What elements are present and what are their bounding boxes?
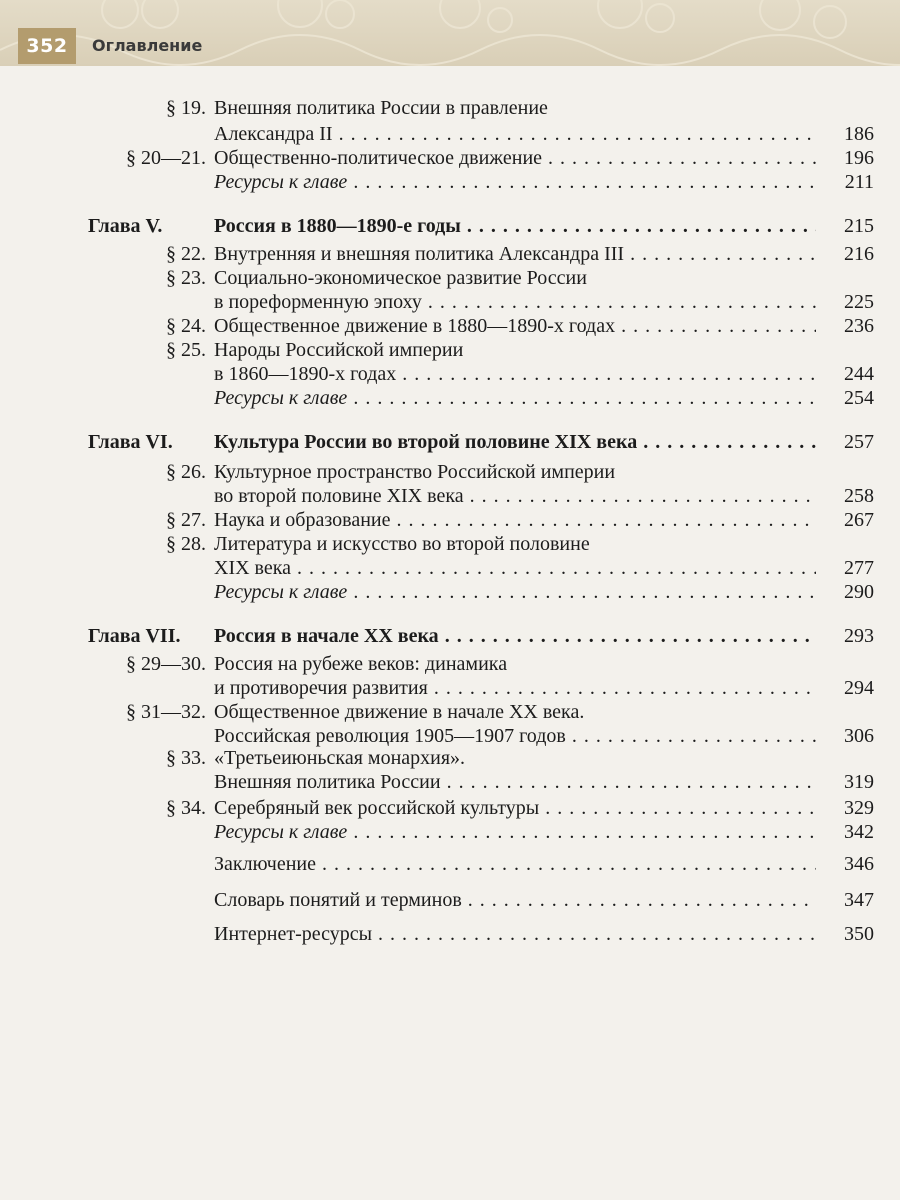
page-ref: 258 — [844, 485, 874, 507]
page-ref: 196 — [844, 147, 874, 169]
toc-entry-p19-line2 — [0, 122, 900, 146]
page-ref: 346 — [844, 853, 874, 875]
toc-entry-p22 — [0, 242, 900, 266]
toc-entry-p31-32-line2 — [0, 724, 900, 748]
entry-title: Народы Российской империи — [214, 339, 464, 361]
section-number: § 23. — [166, 267, 206, 289]
chapter-number: Глава V. — [88, 215, 163, 237]
entry-title: XIX века . . . — [214, 556, 816, 580]
entry-title: Ресурсы к главе — [214, 171, 348, 193]
toc-entry-p20-21 — [0, 146, 900, 170]
section-number: § 31—32. — [126, 701, 206, 723]
toc-entry-resources — [0, 170, 900, 194]
page-ref: 277 — [844, 557, 874, 579]
page-ref: 254 — [844, 387, 874, 409]
toc-entry-p19 — [0, 96, 900, 120]
toc-entry-p28-line2 — [0, 556, 900, 580]
page-ref: 293 — [844, 625, 874, 647]
toc-entry-p31-32 — [0, 700, 900, 724]
entry-title: Литература и искусство во второй половине — [214, 533, 590, 555]
page-ref: 347 — [844, 889, 874, 911]
page-ref: 267 — [844, 509, 874, 531]
page-ref: 244 — [844, 363, 874, 385]
entry-title: Общественное движение в 1880—1890-х годах . . . — [214, 314, 816, 338]
chapter-title: Культура России во второй половине XIX века . . . — [214, 430, 816, 454]
section-number: § 27. — [166, 509, 206, 531]
entry-title: Ресурсы к главе — [214, 821, 348, 843]
section-number: § 25. — [166, 339, 206, 361]
chapter-number: Глава VI. — [88, 431, 173, 453]
entry-title: Наука и образование . . . — [214, 508, 816, 532]
toc-entry-internet — [0, 922, 900, 946]
page-ref: 186 — [844, 123, 874, 145]
entry-title: Заключение . . . — [214, 852, 816, 876]
page-ref: 350 — [844, 923, 874, 945]
page-ref: 236 — [844, 315, 874, 337]
entry-title: «Третьеиюньская монархия». — [214, 747, 466, 769]
toc-entry-p24 — [0, 314, 900, 338]
entry-title: Социально-экономическое развитие России — [214, 267, 587, 289]
page-number: 352 — [18, 28, 76, 64]
entry-title: Культурное пространство Российской империи — [214, 461, 616, 483]
entry-title: Ресурсы к главе — [214, 387, 348, 409]
page-ref: 216 — [844, 243, 874, 265]
toc-entry-p33 — [0, 746, 900, 770]
section-number: § 34. — [166, 797, 206, 819]
toc-entry-p26 — [0, 460, 900, 484]
toc-chapter-7 — [0, 624, 900, 648]
entry-title: во второй половине XIX века . . . — [214, 484, 816, 508]
toc-entry-conclusion — [0, 852, 900, 876]
toc-entry-p23 — [0, 266, 900, 290]
toc-entry-p27 — [0, 508, 900, 532]
toc-entry-p25 — [0, 338, 900, 362]
toc-entry-glossary — [0, 888, 900, 912]
toc-chapter-5 — [0, 214, 900, 238]
page-ref: 319 — [844, 771, 874, 793]
entry-title: Общественно-политическое движение . . . — [214, 146, 816, 170]
page-ref: 257 — [844, 431, 874, 453]
toc-entry-resources — [0, 580, 900, 604]
toc-entry-p28 — [0, 532, 900, 556]
entry-title: Внешняя политика России . . . — [214, 770, 816, 794]
section-number: § 24. — [166, 315, 206, 337]
page-ref: 306 — [844, 725, 874, 747]
entry-title: Общественное движение в начале XX века. — [214, 701, 585, 723]
page-ref: 342 — [844, 821, 874, 843]
entry-title: в 1860—1890-х годах . . . — [214, 362, 816, 386]
section-number: § 26. — [166, 461, 206, 483]
chapter-title: Россия в начале XX века . . . — [214, 624, 816, 648]
entry-title: Российская революция 1905—1907 годов . . . — [214, 724, 816, 748]
entry-title: Серебряный век российской культуры . . . — [214, 796, 816, 820]
page-ref: 294 — [844, 677, 874, 699]
page-ref: 329 — [844, 797, 874, 819]
entry-title: Внешняя политика России в правление — [214, 97, 548, 119]
section-number: § 28. — [166, 533, 206, 555]
entry-title: Россия на рубеже веков: динамика — [214, 653, 508, 675]
section-number: § 20—21. — [126, 147, 206, 169]
toc-chapter-6 — [0, 430, 900, 454]
toc-entry-resources — [0, 820, 900, 844]
entry-title: Интернет-ресурсы . . . — [214, 922, 816, 946]
section-number: § 22. — [166, 243, 206, 265]
section-number: § 29—30. — [126, 653, 206, 675]
toc-entry-p26-line2 — [0, 484, 900, 508]
section-number: § 19. — [166, 97, 206, 119]
entry-title: и противоречия развития . . . — [214, 676, 816, 700]
entry-title: Александра II . . . — [214, 122, 816, 146]
entry-title: Внутренняя и внешняя политика Александра III . . . — [214, 242, 816, 266]
toc-entry-p23-line2 — [0, 290, 900, 314]
entry-title: Словарь понятий и терминов . . . — [214, 888, 816, 912]
entry-title: в пореформенную эпоху . . . — [214, 290, 816, 314]
section-title: Оглавление — [92, 36, 203, 55]
chapter-title: Россия в 1880—1890-е годы . . . — [214, 214, 816, 238]
page-ref: 290 — [844, 581, 874, 603]
toc-entry-resources — [0, 386, 900, 410]
page-ref: 225 — [844, 291, 874, 313]
toc-entry-p34 — [0, 796, 900, 820]
toc-entry-p29-30-line2 — [0, 676, 900, 700]
toc-entry-p29-30 — [0, 652, 900, 676]
section-number: § 33. — [166, 747, 206, 769]
page-ref: 211 — [844, 171, 874, 193]
toc-entry-p25-line2 — [0, 362, 900, 386]
entry-title: Ресурсы к главе — [214, 581, 348, 603]
toc-entry-p33-line2 — [0, 770, 900, 794]
page-ref: 215 — [844, 215, 874, 237]
chapter-number: Глава VII. — [88, 625, 181, 647]
